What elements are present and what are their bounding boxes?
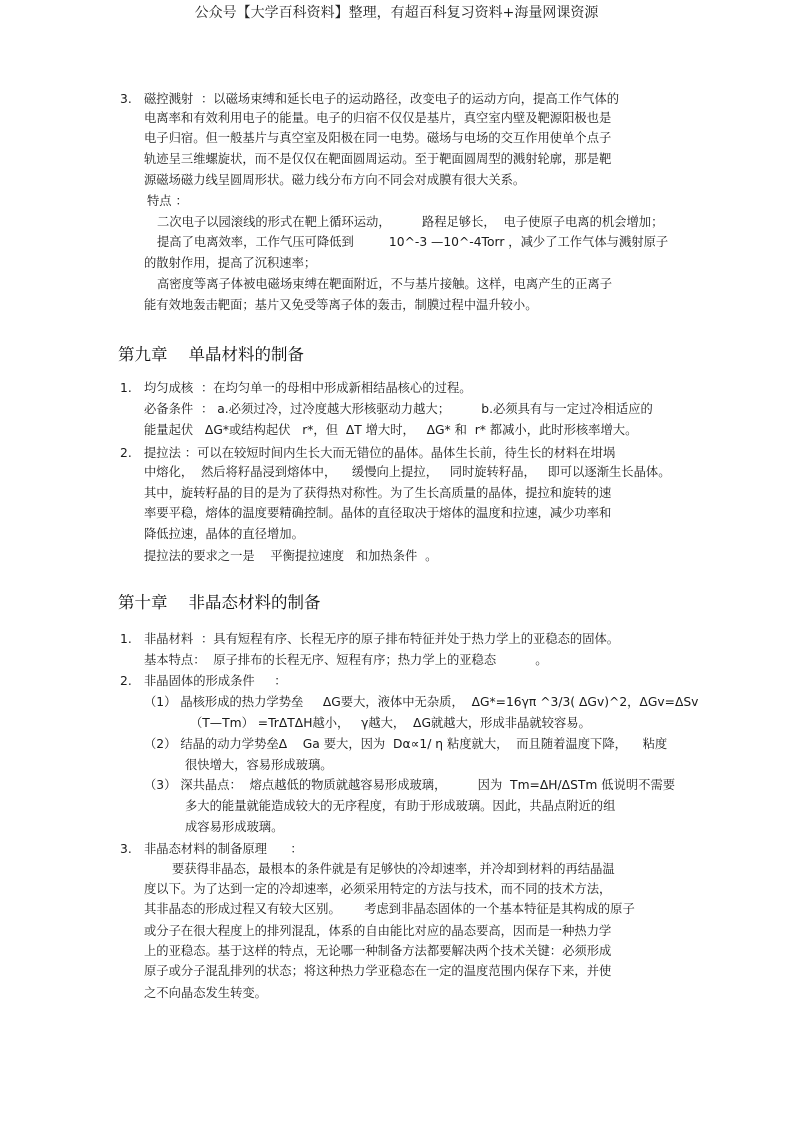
text-line: 能有效地轰击靶面；基片又免受等离子体的轰击，制膜过程中温升较小。	[144, 298, 538, 312]
text-line: 磁控溅射 ：以磁场束缚和延长电子的运动路径，改变电子的运动方向，提高工作气体的	[144, 92, 620, 106]
text-line: 轨迹呈三维螺旋状，而不是仅仅在靶面圆周运动。至于靶面圆周型的溅射轮廓，那是靶	[144, 152, 612, 166]
text-line: 非晶态材料的制备原理 ：	[144, 842, 303, 856]
text-line: 多大的能量就能造成较大的无序程度，有助于形成玻璃。因此，共晶点附近的组	[185, 799, 616, 813]
text-line: 提拉法 ：可以在较短时间内生长大而无错位的晶体。晶体生长前，待生长的材料在坩埚	[144, 446, 616, 460]
text-line: 其中，旋转籽晶的目的是为了获得热对称性。为了生长高质量的晶体，提拉和旋转的速	[144, 486, 612, 500]
text-line: 降低拉速，晶体的直径增加。	[144, 527, 304, 541]
text-line: 能量起伏 ΔG*或结构起伏 r*，但 ΔT 增大时， ΔG* 和 r* 都减小，此时形核率增大。	[144, 423, 638, 437]
text-line: 提拉法的要求之一是 平衡提拉速度 和加热条件 。	[144, 549, 438, 563]
text-line: 基本特点： 原子排布的长程无序、短程有序；热力学上的亚稳态 。	[144, 653, 548, 667]
text-line: 必备条件 ： a.必须过冷，过冷度越大形核驱动力越大； b.必须具有与一定过冷相适应的	[144, 402, 653, 416]
text-line: 很快增大，容易形成玻璃。	[185, 758, 333, 772]
item-number: 1.	[120, 632, 132, 646]
text-line: 均匀成核 ：在均匀单一的母相中形成新相结晶核心的过程。	[144, 381, 472, 395]
item-number: 3.	[120, 842, 132, 856]
text-line: 非晶固体的形成条件 ：	[144, 674, 287, 688]
text-line: 电子归宿。但一般基片与真空室及阳极在同一电势。磁场与电场的交互作用使单个点子	[144, 131, 612, 145]
item-number: 2.	[120, 674, 132, 688]
text-line: 中熔化， 然后将籽晶浸到熔体中， 缓慢向上提拉， 同时旋转籽晶， 即可以逐渐生长晶体。	[144, 465, 671, 479]
text-line: 度以下。为了达到一定的冷却速率，必须采用特定的方法与技术，而不同的技术方法，	[144, 882, 612, 896]
text-line: （3） 深共晶点： 熔点越低的物质就越容易形成玻璃， 因为 Tm=ΔH/ΔSTm 低说明不需要	[144, 778, 676, 792]
text-line: （T—Tm） =TrΔTΔH越小， γ越大， ΔG就越大，形成非晶就较容易。	[190, 716, 591, 730]
text-line: 原子或分子混乱排列的状态；将这种热力学亚稳态在一定的温度范围内保存下来，并使	[144, 964, 612, 978]
text-line: 源磁场磁力线呈圆周形状。磁力线分布方向不同会对成膜有很大关系。	[144, 173, 526, 187]
text-line: 之不向晶态发生转变。	[144, 986, 267, 1000]
text-line: 电离率和有效利用电子的能量。电子的归宿不仅仅是基片，真空室内壁及靶源阳极也是	[144, 111, 612, 125]
text-line: 特点 ：	[147, 194, 188, 208]
text-line: 要获得非晶态，最根本的条件就是有足够快的冷却速率，并冷却到材料的再结晶温	[172, 862, 615, 876]
text-line: 提高了电离效率，工作气压可降低到 10^-3 —10^-4Torr ，减少了工作气体与溅射原子	[157, 235, 669, 249]
item-number: 1.	[120, 381, 132, 395]
text-line: 率要平稳，熔体的温度要精确控制。晶体的直径取决于熔体的温度和拉速，减少功率和	[144, 506, 612, 520]
item-number: 3.	[120, 92, 132, 106]
page-header: 公众号【大学百科资料】整理，有超百科复习资料+海量网课资源	[194, 5, 599, 21]
text-line: 上的亚稳态。基于这样的特点，无论哪一种制备方法都要解决两个技术关键：必须形成	[144, 944, 612, 958]
text-line: 成容易形成玻璃。	[185, 820, 284, 834]
text-line: 的散射作用，提高了沉积速率；	[144, 256, 317, 270]
chapter-title: 第九章 单晶材料的制备	[118, 345, 304, 364]
text-line: 高密度等离子体被电磁场束缚在靶面附近，不与基片接触。这样，电离产生的正离子	[157, 277, 612, 291]
text-line: 非晶材料 ：具有短程有序、长程无序的原子排布特征并处于热力学上的亚稳态的固体。	[144, 632, 620, 646]
text-line: 或分子在很大程度上的排列混乱，体系的自由能比对应的晶态要高，因而是一种热力学	[144, 924, 612, 938]
item-number: 2.	[120, 446, 132, 460]
text-line: （1） 晶核形成的热力学势垒 ΔG要大，液体中无杂质， ΔG*=16γπ ^3/3( ΔGv)^2，ΔGv=ΔSv	[144, 695, 699, 709]
text-line: 其非晶态的形成过程又有较大区别。 考虑到非晶态固体的一个基本特征是其构成的原子	[144, 902, 635, 916]
chapter-title: 第十章 非晶态材料的制备	[118, 593, 321, 612]
text-line: 二次电子以园滚线的形式在靶上循环运动， 路程足够长， 电子使原子电离的机会增加；	[157, 215, 664, 229]
text-line: （2） 结晶的动力学势垒Δ Ga 要大，因为 Dα∝1/ η 粘度就大， 而且随着温度下降， 粘度	[144, 737, 668, 751]
